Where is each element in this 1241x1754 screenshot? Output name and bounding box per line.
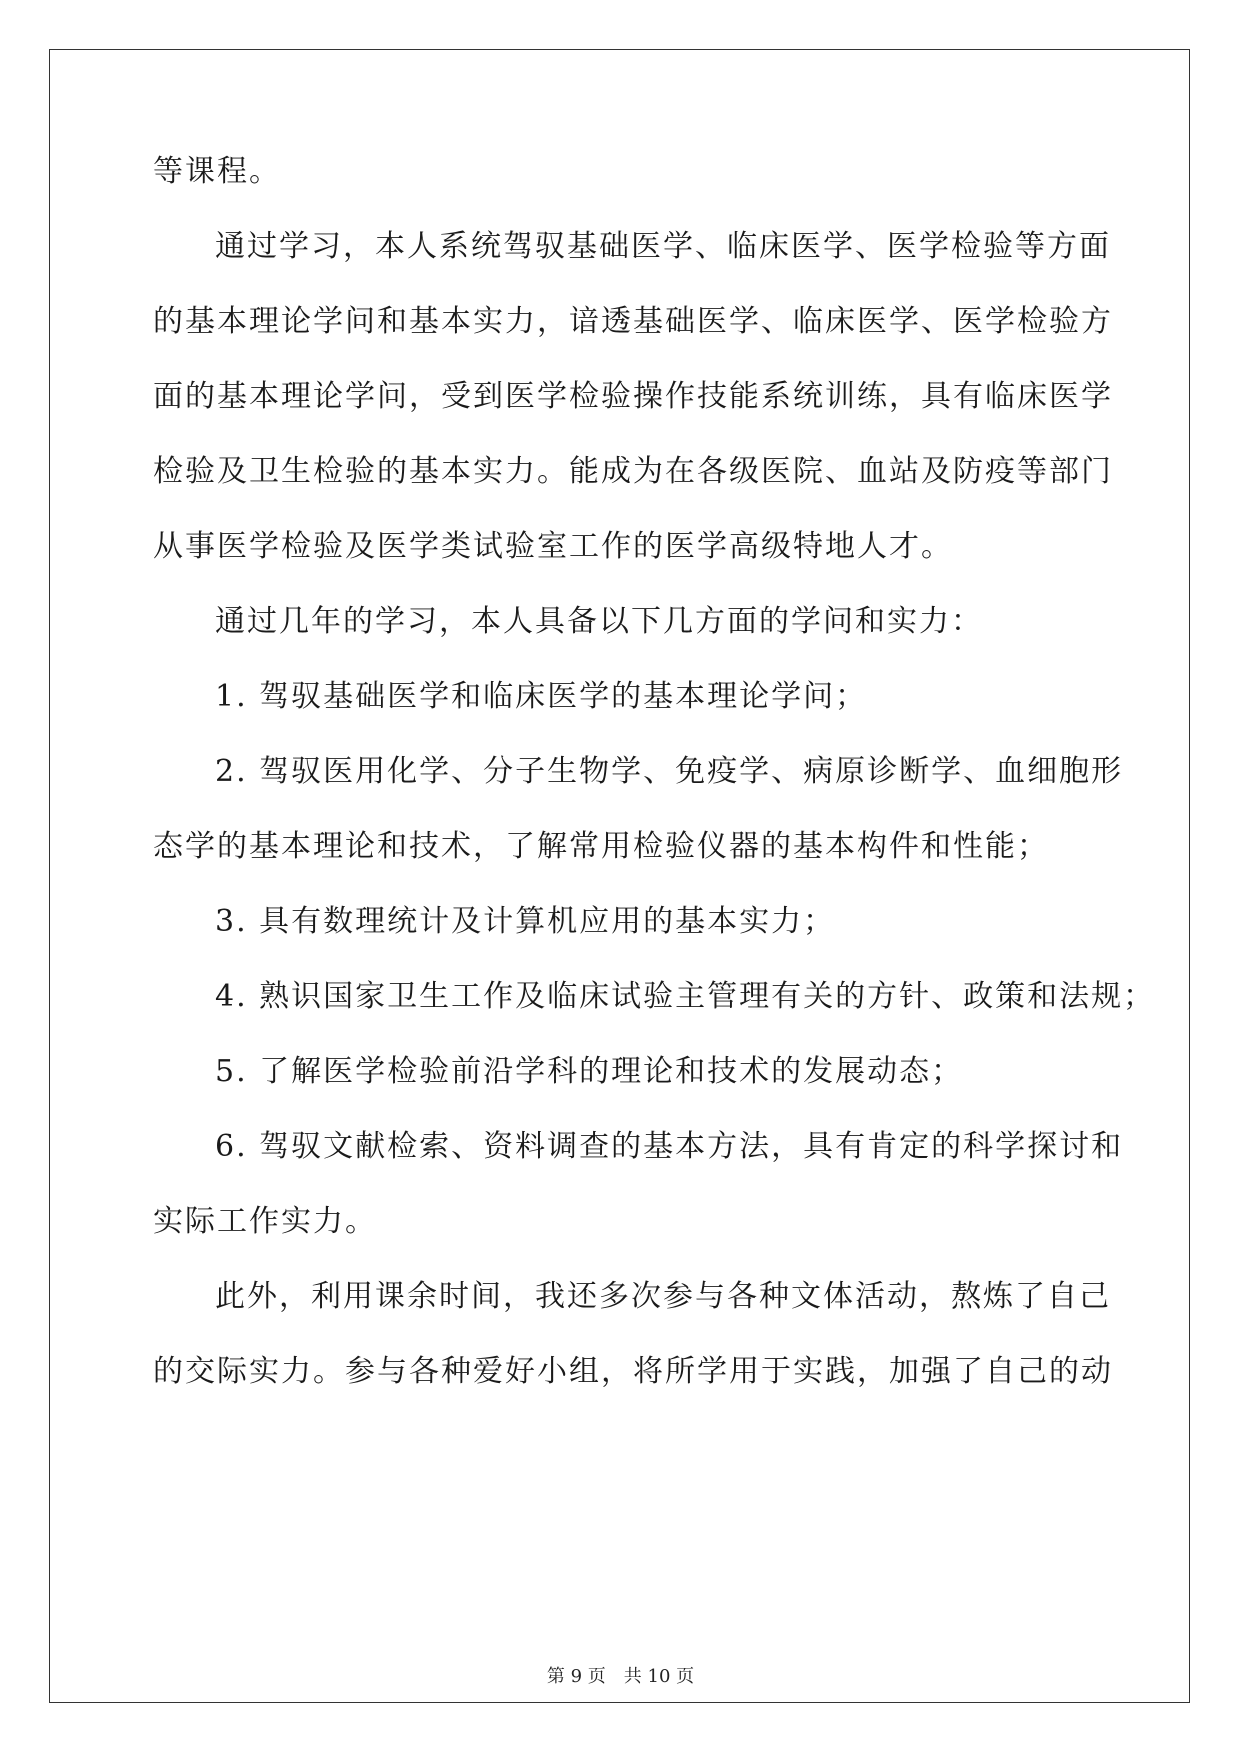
page-frame bbox=[49, 49, 1190, 1703]
text-line: 面的基本理论学问，受到医学检验操作技能系统训练，具有临床医学 bbox=[153, 379, 1113, 414]
list-item: 1. 驾驭基础医学和临床医学的基本理论学问； bbox=[215, 679, 868, 714]
text-line: 通过学习，本人系统驾驭基础医学、临床医学、医学检验等方面 bbox=[215, 229, 1111, 264]
list-item: 3. 具有数理统计及计算机应用的基本实力； bbox=[215, 904, 836, 939]
text-line: 的基本理论学问和基本实力，谙透基础医学、临床医学、医学检验方 bbox=[153, 304, 1113, 339]
text-line: 通过几年的学习，本人具备以下几方面的学问和实力： bbox=[215, 604, 983, 639]
list-item: 4. 熟识国家卫生工作及临床试验主管理有关的方针、政策和法规； bbox=[215, 979, 1156, 1014]
text-line: 此外，利用课余时间，我还多次参与各种文体活动，熬炼了自己 bbox=[215, 1279, 1111, 1314]
text-line: 态学的基本理论和技术，了解常用检验仪器的基本构件和性能； bbox=[153, 829, 1049, 864]
text-line: 等课程。 bbox=[153, 154, 281, 189]
page-number: 第 9 页 共 10 页 bbox=[546, 1666, 695, 1687]
text-line: 实际工作实力。 bbox=[153, 1204, 377, 1239]
list-item: 2. 驾驭医用化学、分子生物学、免疫学、病原诊断学、血细胞形 bbox=[215, 754, 1124, 789]
text-line: 从事医学检验及医学类试验室工作的医学高级特地人才。 bbox=[153, 529, 953, 564]
page-footer bbox=[0, 1665, 1241, 1689]
text-line: 检验及卫生检验的基本实力。能成为在各级医院、血站及防疫等部门 bbox=[153, 454, 1113, 489]
list-item: 5. 了解医学检验前沿学科的理论和技术的发展动态； bbox=[215, 1054, 964, 1089]
list-item: 6. 驾驭文献检索、资料调查的基本方法，具有肯定的科学探讨和 bbox=[215, 1129, 1124, 1164]
text-line: 的交际实力。参与各种爱好小组，将所学用于实践，加强了自己的动 bbox=[153, 1354, 1113, 1389]
